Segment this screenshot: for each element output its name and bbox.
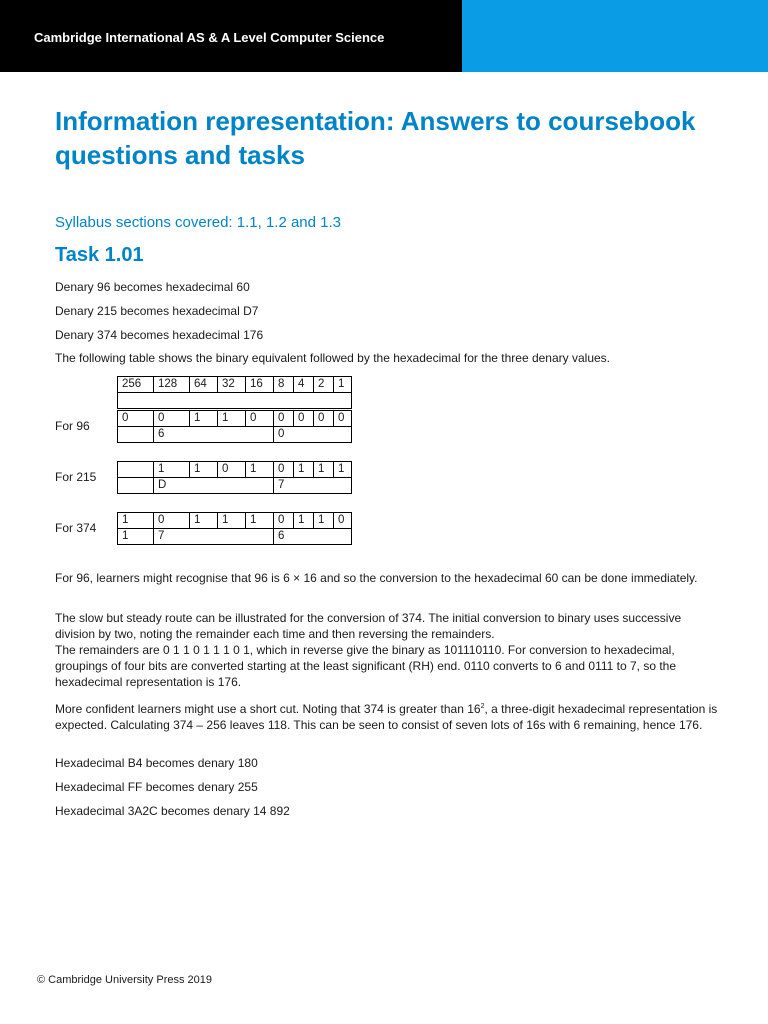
hex-cell [118,427,154,443]
bit-cell: 0 [334,513,352,529]
bit-cell: 0 [294,411,314,427]
shortcut-text-start: More confident learners might use a short cut. Noting that 374 is greater than 16 [55,702,481,716]
bit-cell: 0 [334,411,352,427]
conversion-table-96 [117,410,352,443]
bit-cell: 0 [154,513,190,529]
bit-cell [118,462,154,478]
bit-cell: 1 [334,462,352,478]
bit-cell: 1 [190,513,218,529]
bit-cell: 1 [118,513,154,529]
place-value-cell: 32 [218,377,246,393]
bit-cell: 0 [274,411,294,427]
bit-cell: 1 [314,462,334,478]
document-title: Information representation: Answers to coursebook questions and tasks [55,106,696,170]
place-value-spacer-row [118,393,352,409]
explanation-paragraph-short-cut [55,699,720,733]
hex-cell: 7 [154,529,274,545]
bit-cell: 1 [218,411,246,427]
hex-row [118,427,352,443]
hex-cell: 1 [118,529,154,545]
bit-cell: 1 [154,462,190,478]
header-accent-bar [462,0,768,72]
bit-cell: 1 [314,513,334,529]
intro-line-denary-215: Denary 215 becomes hexadecimal D7 [55,304,259,318]
intro-line-denary-374: Denary 374 becomes hexadecimal 176 [55,328,264,342]
bit-cell: 1 [294,462,314,478]
hex-line-b4: Hexadecimal B4 becomes denary 180 [55,756,258,770]
place-value-cell: 8 [274,377,294,393]
place-value-cell: 256 [118,377,154,393]
shortcut-text-end: , a three-digit hexadecimal representation is expected. Calculating 374 – 256 leaves 118. This can be seen to consist of seven lots of 16s with 6 remaining, hence 176. [55,702,718,732]
binary-row [118,462,352,478]
bit-cell: 0 [314,411,334,427]
task-heading: Task 1.01 [55,244,144,266]
bit-cell: 1 [294,513,314,529]
place-value-cell: 2 [314,377,334,393]
hex-cell: 7 [274,478,352,494]
hex-cell: D [154,478,274,494]
place-value-row [118,377,352,393]
explanation-text: For 96, learners might recognise that 96 is 6 × 16 and so the conversion to the hexadecimal 60 can be done immediately. [55,571,698,585]
conversion-label-96: For 96 [55,419,90,433]
conversion-table-215 [117,461,352,494]
explanation-text: The remainders are 0 1 1 0 1 1 1 0 1, which in reverse give the binary as 101110110. For conversion to hexadecimal, groupings of four bits are converted starting at the least significant (RH) end. 0110 converts to 6 and 0111 to 7, so the hexadecimal representation is 176. [55,643,677,689]
explanation-paragraph-96 [55,570,720,586]
hex-cell [118,478,154,494]
syllabus-sections: Syllabus sections covered: 1.1, 1.2 and 1.3 [55,214,342,231]
superscript-exponent: 2 [480,703,485,710]
bit-cell: 1 [190,411,218,427]
header-title: Cambridge International AS & A Level Computer Science [34,30,385,45]
conversion-label-215: For 215 [55,470,97,484]
intro-line-table-description: The following table shows the binary equivalent followed by the hexadecimal for the three denary values. [55,351,610,365]
bit-cell: 1 [246,513,274,529]
hex-cell: 6 [154,427,274,443]
place-value-cell: 1 [334,377,352,393]
binary-row [118,411,352,427]
copyright-footer: © Cambridge University Press 2019 [37,974,213,986]
conversion-table-374 [117,512,352,545]
bit-cell: 0 [246,411,274,427]
bit-cell: 0 [218,462,246,478]
bit-cell: 0 [274,462,294,478]
explanation-text: The slow but steady route can be illustrated for the conversion of 374. The initial conversion to binary uses successive division by two, noting the remainder each time and then reversing the remainders. [55,611,682,641]
bit-cell: 1 [190,462,218,478]
spacer-cell [118,393,352,409]
bit-cell: 0 [154,411,190,427]
hex-row [118,529,352,545]
place-value-cell: 4 [294,377,314,393]
place-value-cell: 128 [154,377,190,393]
explanation-text [55,699,720,733]
intro-line-denary-96: Denary 96 becomes hexadecimal 60 [55,280,250,294]
hex-line-3a2c: Hexadecimal 3A2C becomes denary 14 892 [55,804,290,818]
conversion-label-374: For 374 [55,521,97,535]
hex-cell: 6 [274,529,352,545]
bit-cell: 1 [246,462,274,478]
bit-cell: 0 [118,411,154,427]
hex-line-ff: Hexadecimal FF becomes denary 255 [55,780,258,794]
bit-cell: 0 [274,513,294,529]
explanation-paragraph-slow-route [55,610,720,690]
binary-row [118,513,352,529]
hex-cell: 0 [274,427,352,443]
hex-row [118,478,352,494]
place-value-table [117,376,352,409]
place-value-cell: 16 [246,377,274,393]
bit-cell: 1 [218,513,246,529]
place-value-cell: 64 [190,377,218,393]
